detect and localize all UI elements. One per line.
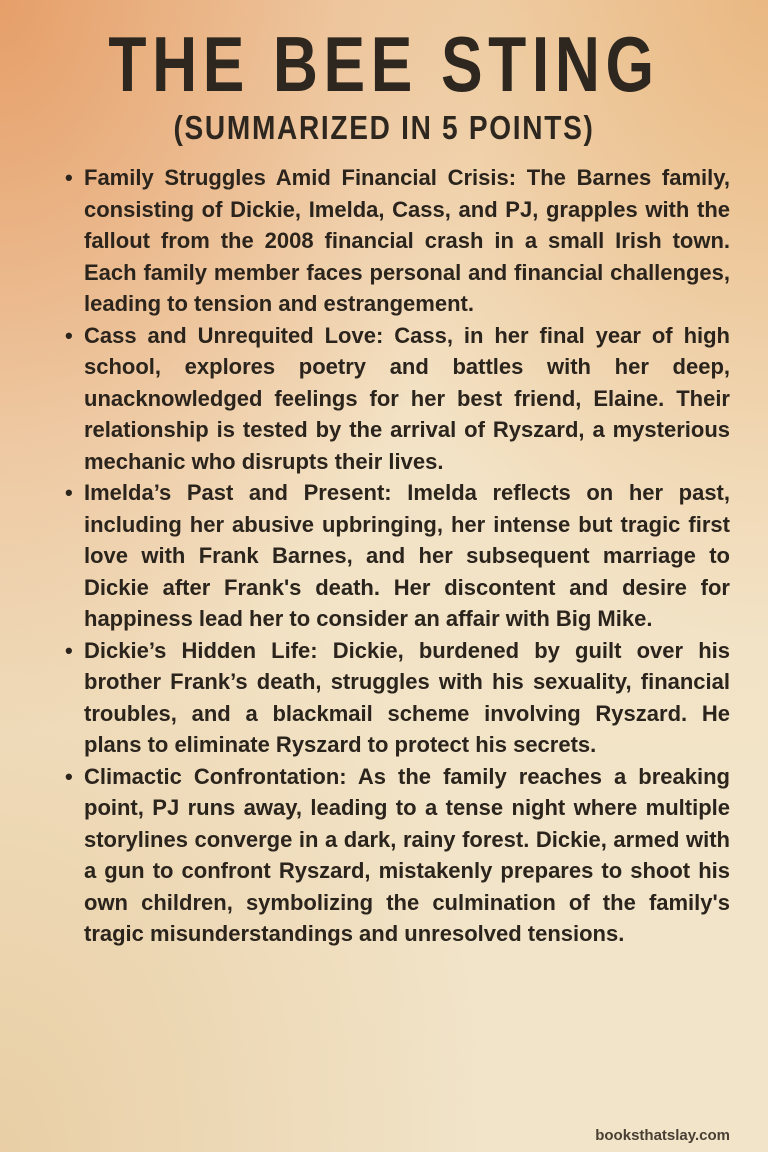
- summary-point-text: Climactic Confrontation: As the family reaches a breaking point, PJ runs away, leading to a tense night where multiple storylines converge in a dark, rainy forest. Dickie, armed with a gun to confront Ryszard, mistakenly prepares to shoot his own children, symbolizing the culmination of the family's tragic misunderstandings and unresolved tensions.: [84, 763, 730, 946]
- page-subtitle: (SUMMARIZED IN 5 POINTS): [173, 109, 595, 146]
- bullet-icon: •: [65, 637, 73, 663]
- summary-points-list: [65, 162, 730, 950]
- bullet-icon: •: [65, 480, 73, 505]
- summary-point-text: Dickie’s Hidden Life: Dickie, burdened by guilt over his brother Frank’s death, struggles with his sexuality, financial troubles, and a blackmail scheme involving Ryszard. He plans to eliminate Ryszard to protect his secrets.: [84, 637, 730, 757]
- summary-point-text: Family Struggles Amid Financial Crisis: The Barnes family, consisting of Dickie, Imelda, Cass, and PJ, grapples with the fallout from the 2008 financial crash in a small Irish town. Each family member faces personal and financial challenges, leading to tension and estrangement.: [84, 165, 730, 316]
- summary-point: [65, 162, 730, 320]
- summary-point: [65, 635, 730, 761]
- summary-point: [65, 477, 730, 635]
- summary-point-text: Imelda’s Past and Present: Imelda reflects on her past, including her abusive upbringing, her intense but tragic first love with Frank Barnes, and her subsequent marriage to Dickie after Frank's death. Her discontent and desire for happiness lead her to consider an affair with Big Mike.: [84, 480, 730, 631]
- bullet-icon: •: [65, 165, 73, 190]
- page-title: THE BEE STING: [108, 20, 660, 108]
- source-watermark: booksthatslay.com: [595, 1127, 730, 1144]
- summary-point: [65, 320, 730, 478]
- bullet-icon: •: [65, 763, 73, 789]
- summary-point: [65, 761, 730, 950]
- summary-point-text: Cass and Unrequited Love: Cass, in her final year of high school, explores poetry and battles with her deep, unacknowledged feelings for her best friend, Elaine. Their relationship is tested by the arrival of Ryszard, a mysterious mechanic who disrupts their lives.: [84, 322, 730, 474]
- bullet-icon: •: [65, 322, 73, 348]
